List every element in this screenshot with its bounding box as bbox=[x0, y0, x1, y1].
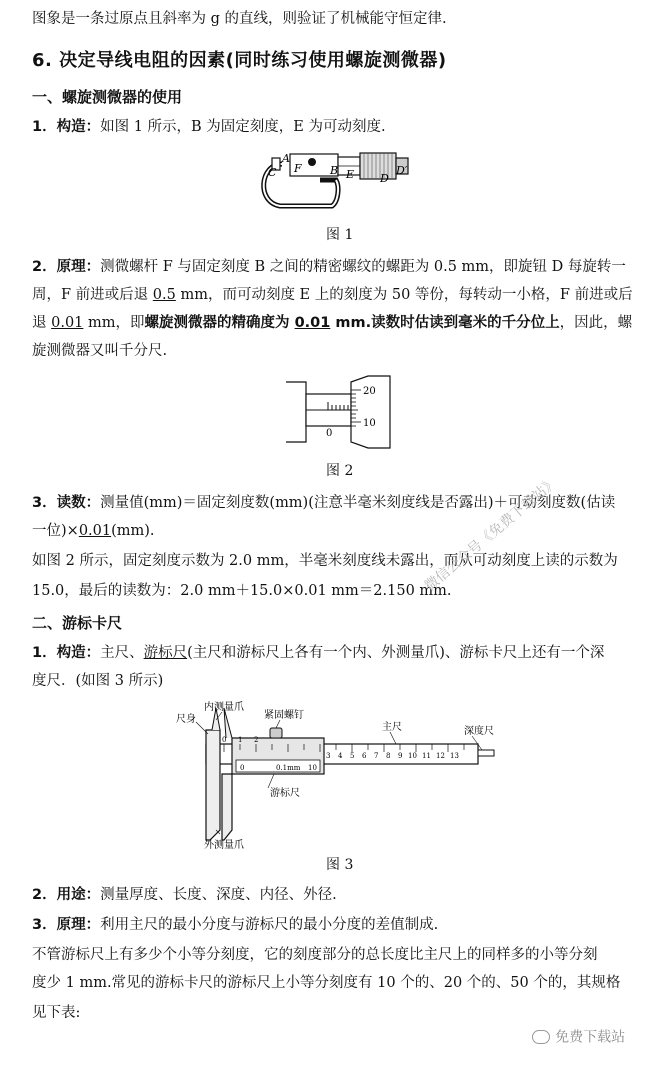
principle-text-3b: mm，即 bbox=[83, 315, 145, 331]
main-tick-7: 7 bbox=[374, 752, 379, 760]
pitch-value: 0.5 bbox=[152, 287, 176, 303]
precision-text: 螺旋测微器的精确度为 bbox=[144, 315, 295, 331]
main-tick-11: 11 bbox=[422, 752, 431, 760]
principle-line-1 bbox=[32, 256, 642, 278]
drum-tick-10: 10 bbox=[363, 418, 376, 429]
label-body: 尺身 bbox=[176, 714, 196, 725]
main-tick-13: 13 bbox=[450, 752, 459, 760]
main-tick-6: 6 bbox=[362, 752, 367, 760]
watermark-logo bbox=[532, 1026, 625, 1047]
label-outer-jaw: 外测量爪 bbox=[204, 840, 244, 851]
label-D-prime: D′ bbox=[396, 164, 408, 177]
principle-text-2a: 周，F 前进或后退 bbox=[32, 287, 153, 303]
principle-lead: 2．原理： bbox=[32, 259, 101, 275]
label-F: F bbox=[294, 162, 302, 175]
label-E: E bbox=[346, 168, 355, 181]
fig1-caption: 图 1 bbox=[326, 227, 354, 243]
caliper-construct-1b: (主尺和游标尺上各有一个内、外测量爪)、游标卡尺上还有一个深 bbox=[187, 645, 605, 661]
caliper-principle-lead: 3．原理： bbox=[32, 917, 101, 933]
precision-text-2: mm.读数时估读到毫米的千分位上 bbox=[330, 315, 560, 331]
reading-text-2a: 一位)× bbox=[32, 523, 79, 539]
label-inner-jaw: 内测量爪 bbox=[204, 702, 244, 713]
reading-line-2 bbox=[32, 520, 642, 542]
caliper-construct-1u: 游标尺 bbox=[143, 645, 188, 661]
caliper-principle-line bbox=[32, 914, 642, 936]
example-line-1: 如图 2 所示，固定刻度示数为 2.0 mm，半毫米刻度线未露出，而从可动刻度上读的示数为 bbox=[32, 553, 618, 569]
main-tick-8: 8 bbox=[386, 752, 391, 760]
drum-tick-20: 20 bbox=[363, 386, 376, 397]
vernier-tick-0: 0 bbox=[240, 764, 245, 772]
sleeve-tick-0: 0 bbox=[326, 428, 333, 439]
principle-text-1: 测微螺杆 F 与固定刻度 B 之间的精密螺纹的螺距为 0.5 mm，即旋钮 D 每旋转一 bbox=[100, 259, 626, 275]
intro-line: 图象是一条过原点且斜率为 g 的直线，则验证了机械能守恒定律. bbox=[32, 11, 447, 27]
micrometer-figure bbox=[250, 142, 420, 217]
use-lead: 2．用途： bbox=[32, 887, 101, 903]
construct-lead: 1．构造： bbox=[32, 119, 101, 135]
fig2-caption: 图 2 bbox=[326, 463, 354, 479]
fig3-caption: 图 3 bbox=[326, 857, 354, 873]
reading-figure bbox=[286, 372, 396, 452]
label-main-scale: 主尺 bbox=[382, 722, 402, 733]
part1-title: 一、螺旋测微器的使用 bbox=[32, 88, 183, 106]
section-title: 6. 决定导线电阻的因素(同时练习使用螺旋测微器) bbox=[32, 50, 447, 71]
part2-title: 二、游标卡尺 bbox=[32, 614, 123, 632]
construct-text: 如图 1 所示，B 为固定刻度，E 为可动刻度. bbox=[100, 119, 386, 135]
vernier-tick-10: 10 bbox=[308, 764, 317, 772]
para-line-3: 见下表: bbox=[32, 1005, 81, 1021]
label-depth-rod: 深度尺 bbox=[464, 726, 494, 737]
principle-text-3f: ，因此，螺 bbox=[559, 315, 633, 331]
caliper-figure bbox=[176, 700, 506, 850]
label-B: B bbox=[330, 164, 339, 177]
caliper-construct-line-1 bbox=[32, 642, 642, 664]
caliper-construct-lead: 1．构造： bbox=[32, 645, 101, 661]
main-tick-3: 3 bbox=[326, 752, 331, 760]
para-line-2: 度少 1 mm.常见的游标卡尺的游标尺上小等分刻度有 10 个的、20 个的、50 个的，其规格 bbox=[32, 975, 621, 991]
main-tick-1: 1 bbox=[238, 736, 243, 744]
diagonal-watermark: 微信公众号《免费下载站》 bbox=[421, 474, 561, 595]
example-line-2: 15.0，最后的读数为：2.0 mm＋15.0×0.01 mm＝2.150 mm. bbox=[32, 583, 452, 599]
principle-line-2 bbox=[32, 284, 642, 306]
main-tick-10: 10 bbox=[408, 752, 417, 760]
label-screw: 紧固螺钉 bbox=[264, 710, 304, 721]
main-tick-0: 0 bbox=[222, 736, 227, 744]
label-A: A bbox=[282, 152, 290, 165]
main-tick-4: 4 bbox=[338, 752, 343, 760]
main-tick-2: 2 bbox=[254, 736, 259, 744]
part1-construct bbox=[32, 116, 642, 138]
principle-line-4: 旋测微器又叫千分尺. bbox=[32, 343, 168, 359]
main-tick-9: 9 bbox=[398, 752, 403, 760]
step-value: 0.01 bbox=[51, 315, 84, 331]
reading-lead: 3．读数： bbox=[32, 495, 101, 511]
reading-text-2b: (mm). bbox=[111, 523, 155, 539]
precision-value: 0.01 bbox=[294, 315, 331, 331]
para-line-1: 不管游标尺上有多少个小等分刻度，它的刻度部分的总长度比主尺上的同样多的小等分刻 bbox=[32, 947, 598, 963]
caliper-construct-line-2: 度尺．(如图 3 所示) bbox=[32, 673, 164, 689]
vernier-unit: 0.1mm bbox=[276, 764, 301, 772]
use-text: 测量厚度、长度、深度、内径、外径. bbox=[100, 887, 337, 903]
wechat-icon bbox=[532, 1030, 550, 1044]
label-C: C bbox=[268, 166, 277, 179]
use-line bbox=[32, 884, 642, 906]
principle-text-3a: 退 bbox=[32, 315, 52, 331]
reading-text-1: 测量值(mm)＝固定刻度数(mm)(注意半毫米刻度线是否露出)＋可动刻度数(估读 bbox=[100, 495, 616, 511]
label-D: D bbox=[380, 172, 389, 185]
principle-text-2b: mm，而可动刻度 E 上的刻度为 50 等份，每转动一小格，F 前进或后 bbox=[175, 287, 633, 303]
principle-line-3 bbox=[32, 312, 642, 334]
caliper-principle-text: 利用主尺的最小分度与游标尺的最小分度的差值制成. bbox=[100, 917, 439, 933]
main-tick-5: 5 bbox=[350, 752, 355, 760]
watermark-logo-text: 免费下载站 bbox=[555, 1029, 626, 1046]
reading-unit-value: 0.01 bbox=[78, 523, 112, 539]
label-vernier: 游标尺 bbox=[270, 788, 300, 799]
caliper-construct-1a: 主尺、 bbox=[100, 645, 144, 661]
main-tick-12: 12 bbox=[436, 752, 445, 760]
